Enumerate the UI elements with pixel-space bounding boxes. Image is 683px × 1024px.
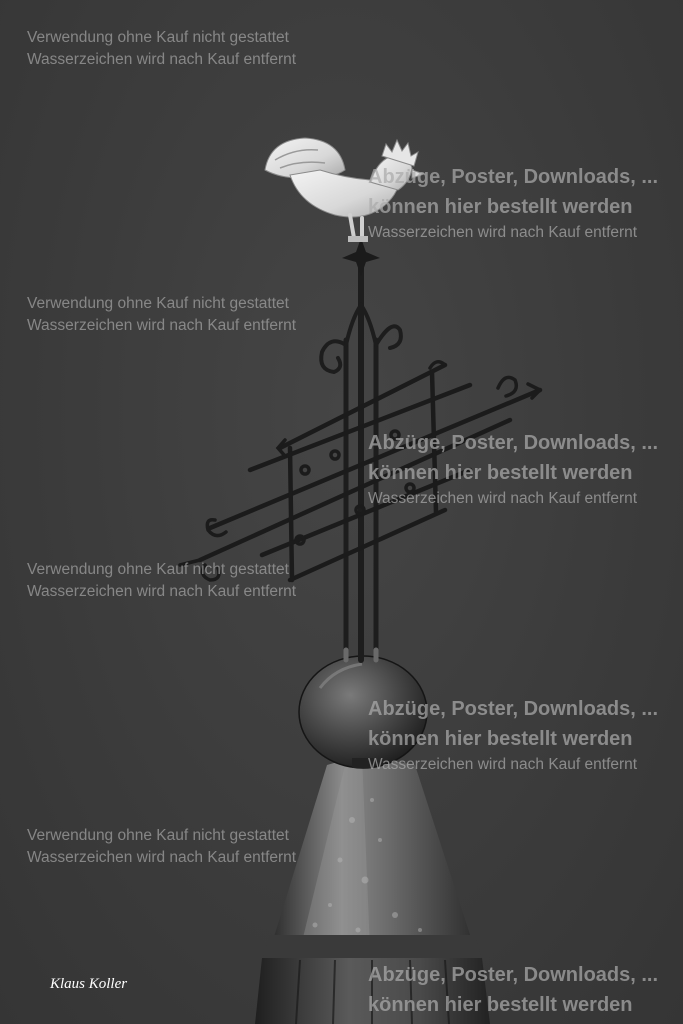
watermark-removal-text: Wasserzeichen wird nach Kauf entfernt	[27, 583, 297, 600]
watermark-removal-text: Wasserzeichen wird nach Kauf entfernt	[27, 849, 297, 866]
watermark-promo-text: Abzüge, Poster, Downloads, ...	[368, 432, 659, 454]
watermark-usage-text: Verwendung ohne Kauf nicht gestattet	[27, 29, 289, 46]
watermark-promo-text: Abzüge, Poster, Downloads, ...	[368, 166, 659, 188]
watermark-promo-text: Abzüge, Poster, Downloads, ...	[368, 964, 659, 986]
watermark-removal-text: Wasserzeichen wird nach Kauf entfernt	[368, 490, 638, 507]
photographer-signature: Klaus Koller	[50, 976, 128, 992]
watermark-usage-text: Verwendung ohne Kauf nicht gestattet	[27, 827, 289, 844]
watermark-order-text: können hier bestellt werden	[368, 994, 633, 1016]
watermark-removal-text: Wasserzeichen wird nach Kauf entfernt	[368, 224, 638, 241]
watermark-order-text: können hier bestellt werden	[368, 728, 633, 750]
watermark-promo-text: Abzüge, Poster, Downloads, ...	[368, 698, 659, 720]
watermark-left-3	[27, 559, 327, 603]
watermark-right-1	[368, 162, 678, 244]
watermark-order-text: können hier bestellt werden	[368, 462, 633, 484]
watermark-left-2	[27, 293, 327, 337]
watermark-right-4	[368, 960, 678, 1020]
watermark-order-text: können hier bestellt werden	[368, 196, 633, 218]
watermark-right-2	[368, 428, 678, 510]
watermark-removal-text: Wasserzeichen wird nach Kauf entfernt	[27, 51, 297, 68]
watermark-removal-text: Wasserzeichen wird nach Kauf entfernt	[368, 756, 638, 773]
watermark-removal-text: Wasserzeichen wird nach Kauf entfernt	[27, 317, 297, 334]
watermark-usage-text: Verwendung ohne Kauf nicht gestattet	[27, 295, 289, 312]
watermark-left-1	[27, 27, 327, 71]
watermark-right-3	[368, 694, 678, 776]
watermark-left-4	[27, 825, 327, 869]
watermark-usage-text: Verwendung ohne Kauf nicht gestattet	[27, 561, 289, 578]
